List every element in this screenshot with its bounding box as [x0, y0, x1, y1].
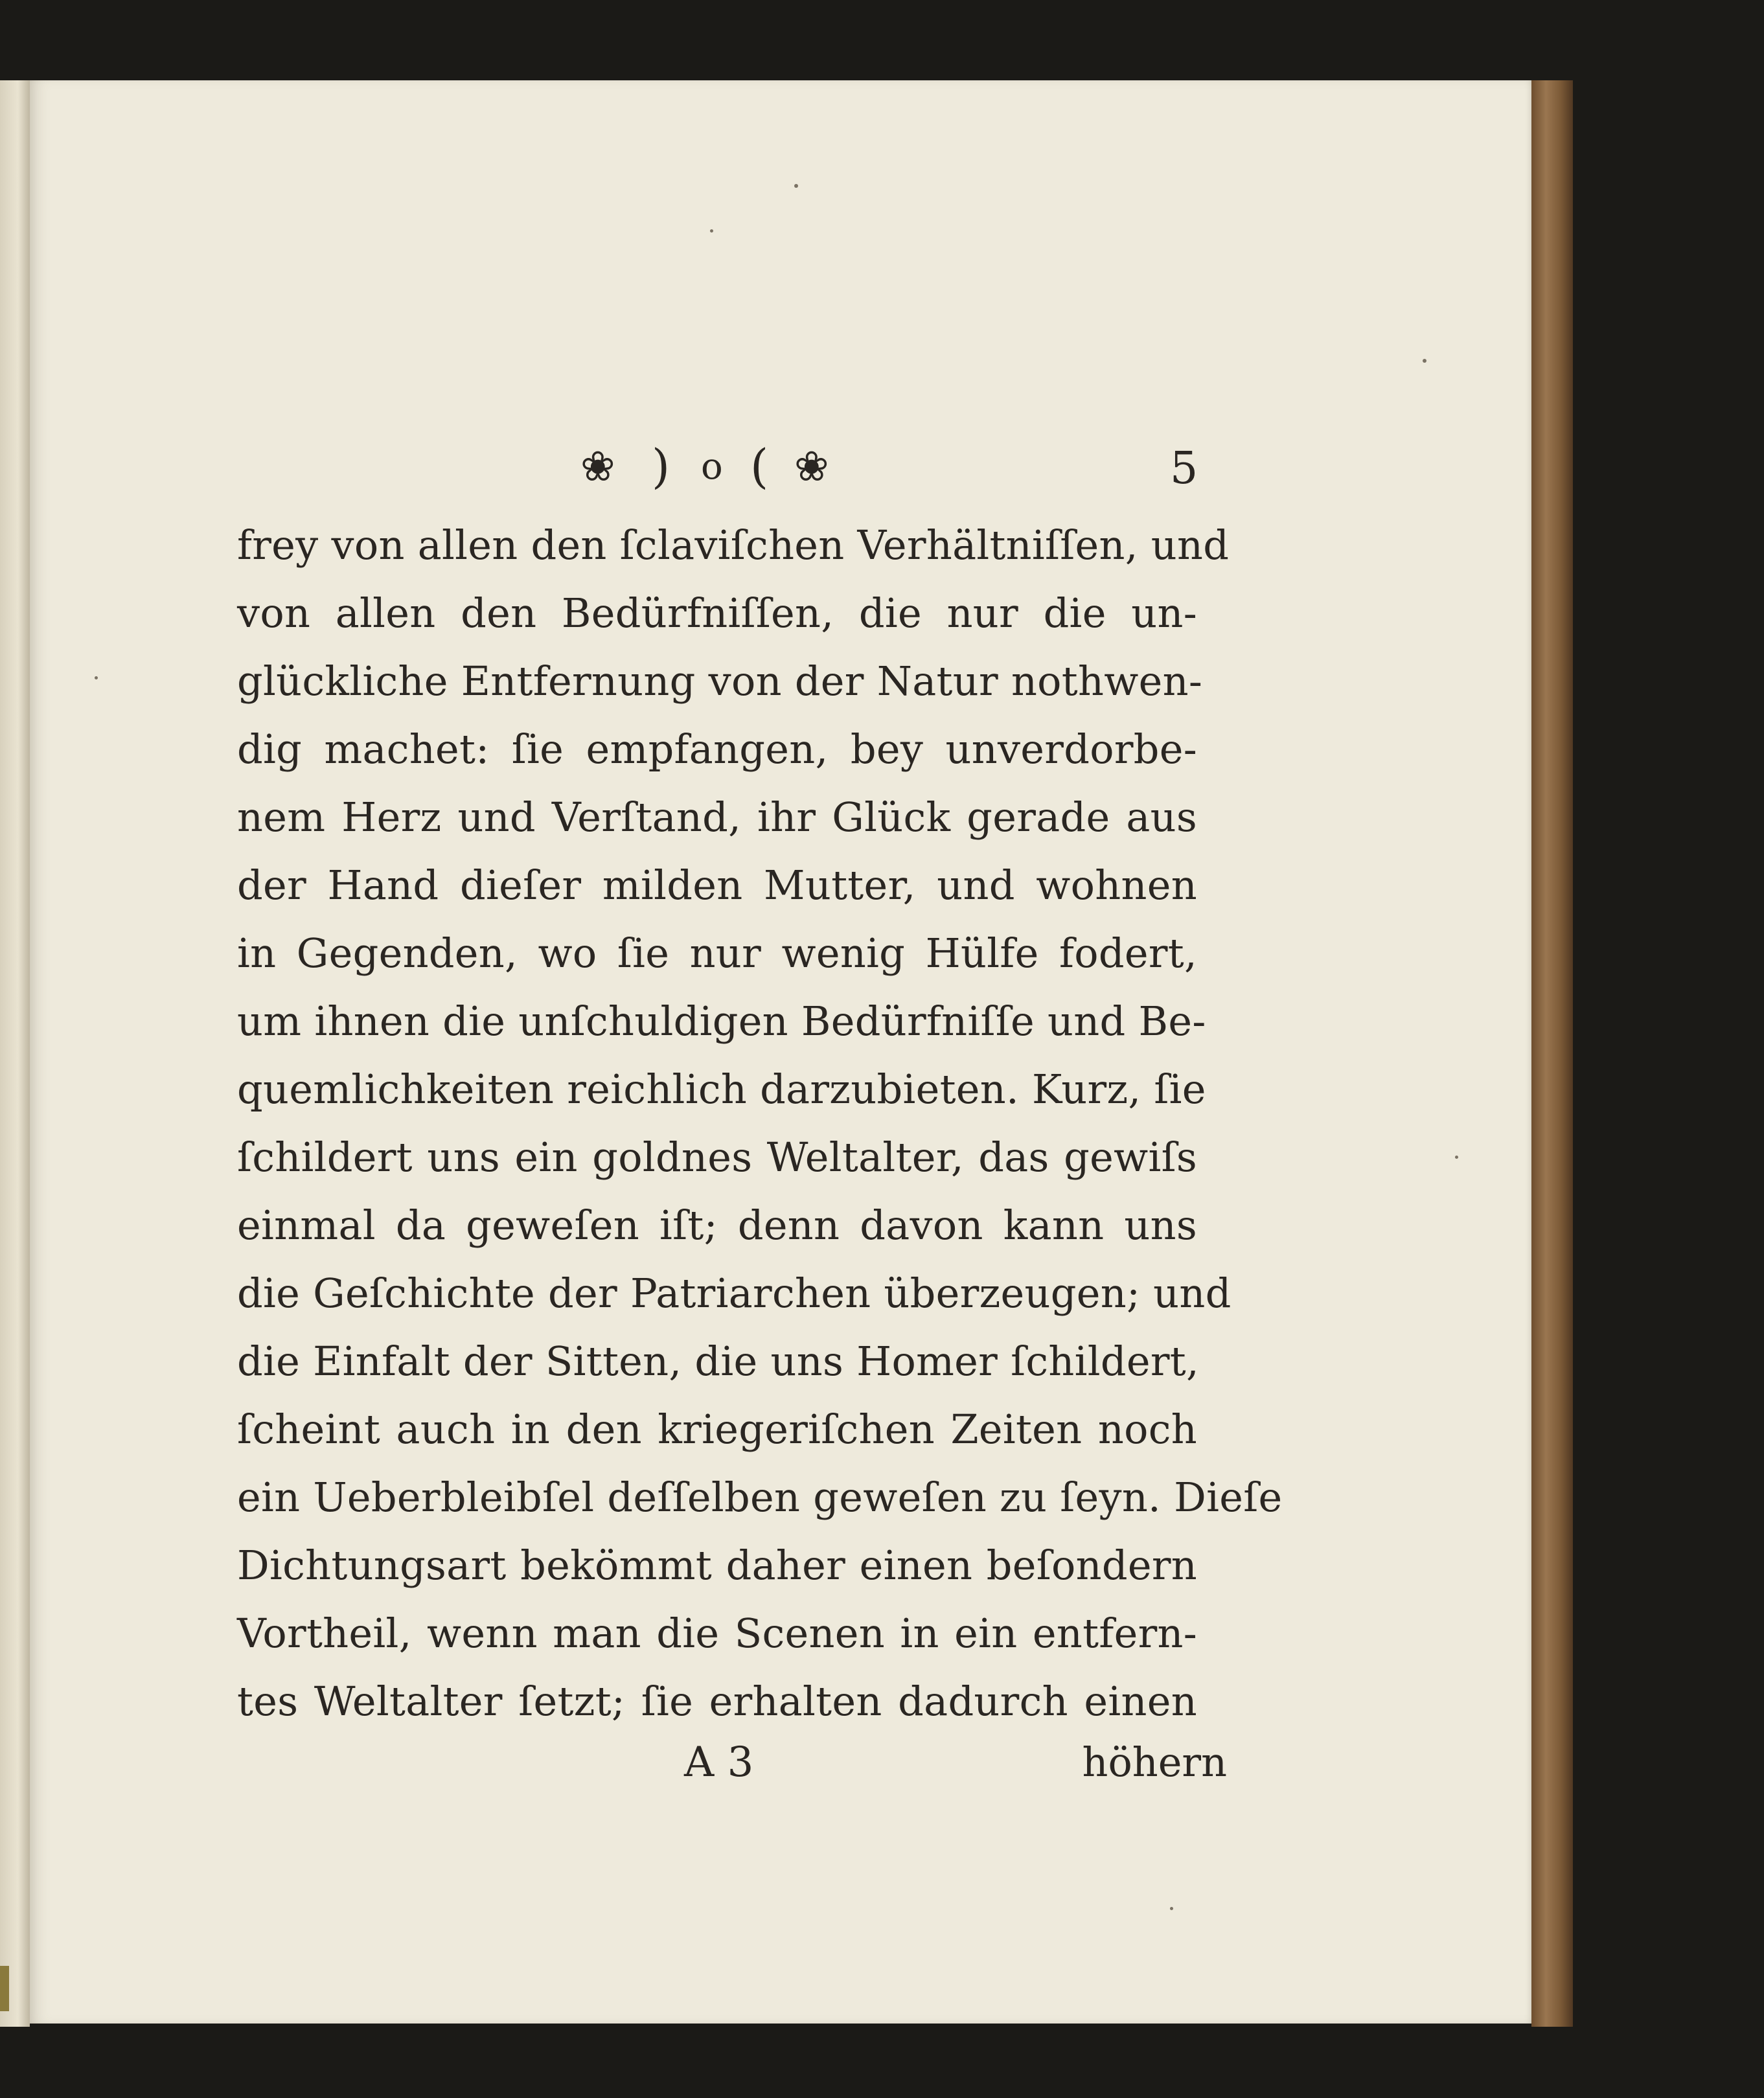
running-head-bracket-open: )	[652, 439, 670, 494]
text-line: Vortheil, wenn man die Scenen in ein entfern-	[237, 1610, 1197, 1657]
book-cover-edge	[1531, 80, 1573, 2027]
paper-speck	[95, 676, 98, 679]
running-head	[30, 439, 1531, 508]
text-line: der Hand dieſer milden Mutter, und wohnen	[237, 861, 1197, 909]
shell-ornament-icon: ❀	[580, 443, 615, 491]
text-line: in Gegenden, wo ſie nur wenig Hülfe fodert,	[237, 929, 1197, 977]
page-number: 5	[1170, 443, 1198, 494]
page-footer	[30, 1739, 1531, 1810]
signature-mark: A 3	[684, 1739, 754, 1786]
text-line: tes Weltalter ſetzt; ſie erhalten dadurch einen	[237, 1678, 1197, 1725]
text-line: um ihnen die unſchuldigen Bedürfniſſe und Be-	[237, 998, 1206, 1045]
text-line: ein Ueberbleibſel deſſelben geweſen zu ſeyn. Dieſe	[237, 1474, 1283, 1521]
text-line: die Einfalt der Sitten, die uns Homer ſchildert,	[237, 1338, 1200, 1385]
left-binding-mark	[0, 1966, 9, 2011]
book-page	[30, 80, 1531, 2024]
text-line: quemlichkeiten reichlich darzubieten. Kurz, ſie	[237, 1066, 1206, 1113]
running-head-bracket-close: (	[750, 439, 769, 494]
text-line: ſcheint auch in den kriegeriſchen Zeiten noch	[237, 1406, 1197, 1453]
text-line: einmal da geweſen iſt; denn davon kann uns	[237, 1202, 1197, 1249]
left-page-edge	[0, 80, 30, 2027]
catchword: höhern	[1082, 1739, 1227, 1786]
text-line: glückliche Entfernung von der Natur nothwen-	[237, 657, 1203, 705]
running-head-center-mark: o	[701, 446, 723, 488]
text-line: ſchildert uns ein goldnes Weltalter, das gewiſs	[237, 1134, 1197, 1181]
paper-speck	[1423, 359, 1426, 363]
paper-speck	[1455, 1156, 1458, 1159]
shell-ornament-icon: ❀	[794, 443, 829, 491]
text-line: Dichtungsart bekömmt daher einen beſondern	[237, 1542, 1197, 1589]
text-line: frey von allen den ſclaviſchen Verhältniſſen, und	[237, 521, 1230, 569]
paper-speck	[1170, 1907, 1173, 1910]
text-line: von allen den Bedürfniſſen, die nur die un-	[237, 589, 1197, 637]
paper-speck	[794, 184, 798, 188]
text-line: dig machet: ſie empfangen, bey unverdorbe-	[237, 725, 1197, 773]
text-line: die Geſchichte der Patriarchen überzeugen; und	[237, 1270, 1231, 1317]
page-body-text	[237, 511, 1283, 1735]
text-line: nem Herz und Verſtand, ihr Glück gerade aus	[237, 793, 1197, 841]
paper-speck	[710, 229, 713, 233]
